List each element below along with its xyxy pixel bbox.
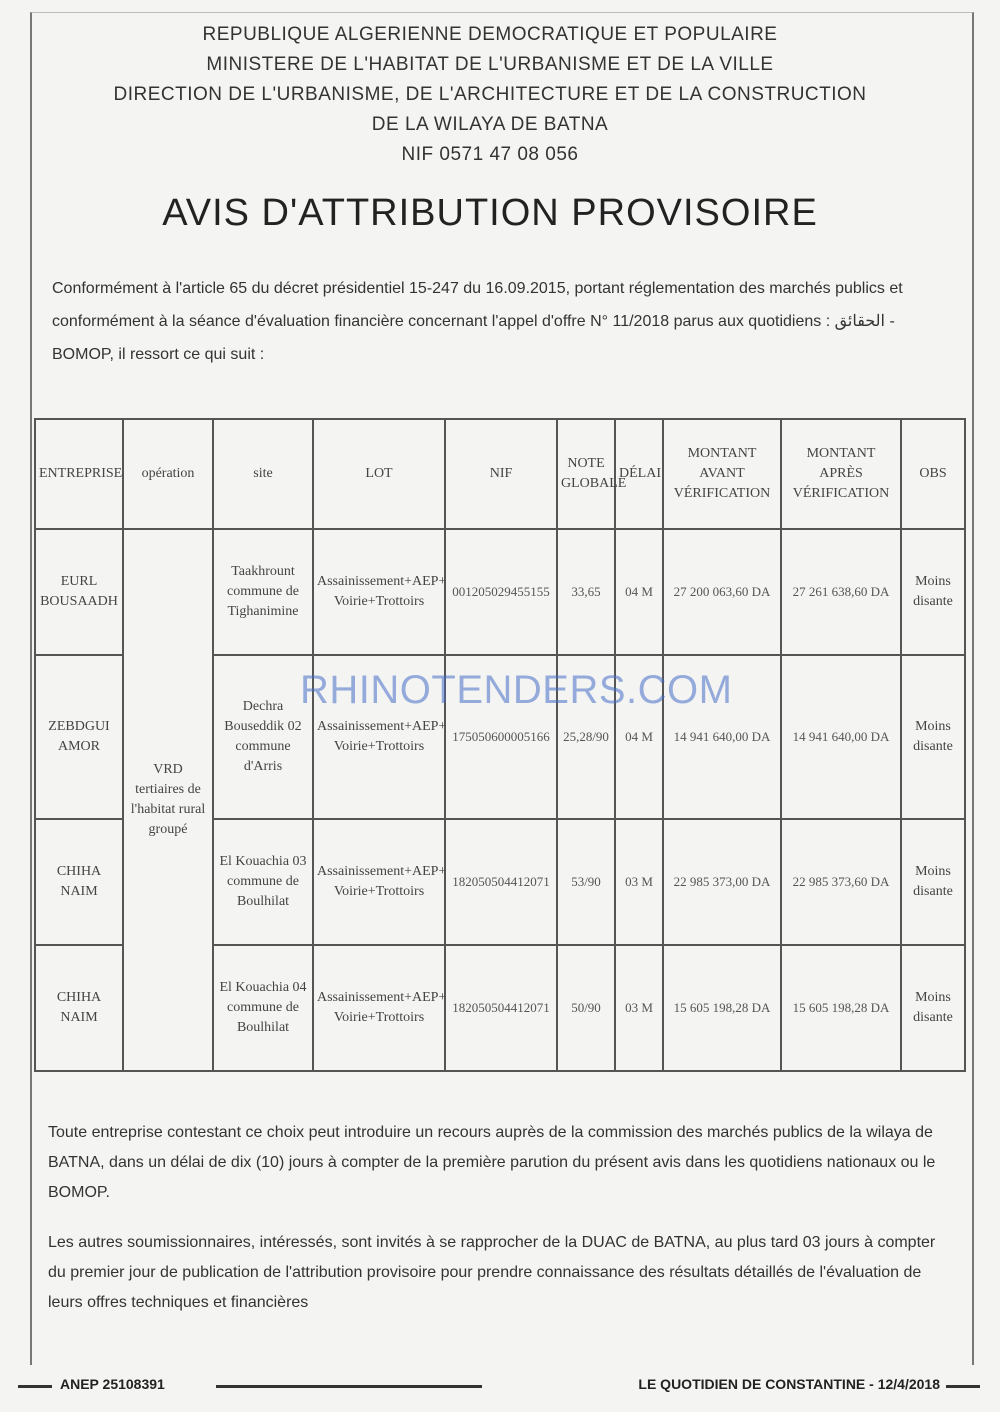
col-header-lot: LOT	[313, 419, 445, 529]
cell-note: 25,28/90	[557, 655, 615, 819]
cell-montant-apres: 14 941 640,00 DA	[781, 655, 901, 819]
table-header-row	[35, 419, 965, 529]
cell-montant-avant: 27 200 063,60 DA	[663, 529, 781, 655]
watermark: RHINOTENDERS.COM	[300, 668, 733, 712]
col-header-nif: NIF	[445, 419, 557, 529]
other-bidders-paragraph: Les autres soumissionnaires, intéressés, sont invités à se rapprocher de la DUAC de BATNA, au plus tard 03 jours à compter du premier jour de publication de l'attribution provisoire pour prendre connaissance des résultats détaillés de l'évaluation de leurs offres techniques et financières	[48, 1234, 936, 1311]
cell-site: El Kouachia 04 commune de Boulhilat	[213, 945, 313, 1071]
cell-montant-avant: 22 985 373,00 DA	[663, 819, 781, 945]
cell-entreprise: CHIHA NAIM	[35, 945, 123, 1071]
cell-site: Dechra Bouseddik 02 commune d'Arris	[213, 655, 313, 819]
col-header-obs: OBS	[901, 419, 965, 529]
notice-title: AVIS D'ATTRIBUTION PROVISOIRE	[162, 192, 818, 234]
table-row	[35, 529, 965, 655]
cell-delai: 04 M	[615, 529, 663, 655]
footer-bar	[0, 1372, 1000, 1398]
footer-journal: LE QUOTIDIEN DE CONSTANTINE - 12/4/2018	[638, 1376, 940, 1392]
cell-lot: Assainissement+AEP+ Voirie+Trottoirs	[313, 529, 445, 655]
results-table	[34, 418, 966, 1072]
cell-lot: Assainissement+AEP+ Voirie+Trottoirs	[313, 945, 445, 1071]
col-header-montant-avant: MONTANT AVANT VÉRIFICATION	[663, 419, 781, 529]
intro-paragraph: Conformément à l'article 65 du décret présidentiel 15-247 du 16.09.2015, portant réglementation des marchés publics et conformément à la séance d'évaluation financière concernant l'appel d'offre N° 11/2018 parus aux quotidiens : الحقائق - BOMOP, il ressort ce qui suit :	[52, 280, 903, 363]
cell-nif: 182050504412071	[445, 945, 557, 1071]
footer-anep-reference: ANEP 25108391	[60, 1376, 165, 1392]
cell-lot: Assainissement+AEP+ Voirie+Trottoirs	[313, 655, 445, 819]
letterhead-line-direction: DIRECTION DE L'URBANISME, DE L'ARCHITECTURE ET DE LA CONSTRUCTION	[113, 84, 867, 105]
footer-rule	[18, 1385, 52, 1388]
col-header-site: site	[213, 419, 313, 529]
cell-montant-apres: 22 985 373,60 DA	[781, 819, 901, 945]
letterhead	[0, 20, 980, 170]
cell-montant-apres: 27 261 638,60 DA	[781, 529, 901, 655]
cell-lot: Assainissement+AEP+ Voirie+Trottoirs	[313, 819, 445, 945]
letterhead-line-ministry: MINISTERE DE L'HABITAT DE L'URBANISME ET DE LA VILLE	[206, 54, 774, 75]
cell-montant-avant: 15 605 198,28 DA	[663, 945, 781, 1071]
cell-montant-avant: 14 941 640,00 DA	[663, 655, 781, 819]
cell-obs: Moins disante	[901, 529, 965, 655]
cell-entreprise: ZEBDGUI AMOR	[35, 655, 123, 819]
cell-delai: 03 M	[615, 819, 663, 945]
letterhead-line-wilaya: DE LA WILAYA DE BATNA	[371, 114, 609, 135]
cell-note: 53/90	[557, 819, 615, 945]
cell-delai: 03 M	[615, 945, 663, 1071]
cell-site: Taakhrount commune de Tighanimine	[213, 529, 313, 655]
cell-entreprise: EURL BOUSAADH	[35, 529, 123, 655]
cell-nif: 175050600005166	[445, 655, 557, 819]
cell-obs: Moins disante	[901, 945, 965, 1071]
footer-rule	[216, 1385, 482, 1388]
cell-entreprise: CHIHA NAIM	[35, 819, 123, 945]
cell-site: El Kouachia 03 commune de Boulhilat	[213, 819, 313, 945]
cell-note: 50/90	[557, 945, 615, 1071]
cell-note: 33,65	[557, 529, 615, 655]
footer-rule	[946, 1385, 980, 1388]
letterhead-line-republic: REPUBLIQUE ALGERIENNE DEMOCRATIQUE ET POPULAIRE	[202, 24, 778, 45]
col-header-delai: DÉLAI	[615, 419, 663, 529]
recourse-paragraph: Toute entreprise contestant ce choix peut introduire un recours auprès de la commission des marchés publics de la wilaya de BATNA, dans un délai de dix (10) jours à compter de la première parution du présent avis dans les quotidiens nationaux ou le BOMOP.	[48, 1124, 936, 1201]
cell-obs: Moins disante	[901, 655, 965, 819]
cell-montant-apres: 15 605 198,28 DA	[781, 945, 901, 1071]
cell-obs: Moins disante	[901, 819, 965, 945]
cell-nif: 001205029455155	[445, 529, 557, 655]
cell-nif: 182050504412071	[445, 819, 557, 945]
col-header-note: NOTE GLOBALE	[557, 419, 615, 529]
col-header-operation: opération	[123, 419, 213, 529]
cell-operation: VRD tertiaires de l'habitat rural groupé	[123, 529, 213, 1071]
col-header-entreprise: ENTREPRISE	[35, 419, 123, 529]
cell-delai: 04 M	[615, 655, 663, 819]
col-header-montant-apres: MONTANT APRÈS VÉRIFICATION	[781, 419, 901, 529]
letterhead-nif: NIF 0571 47 08 056	[401, 144, 579, 165]
